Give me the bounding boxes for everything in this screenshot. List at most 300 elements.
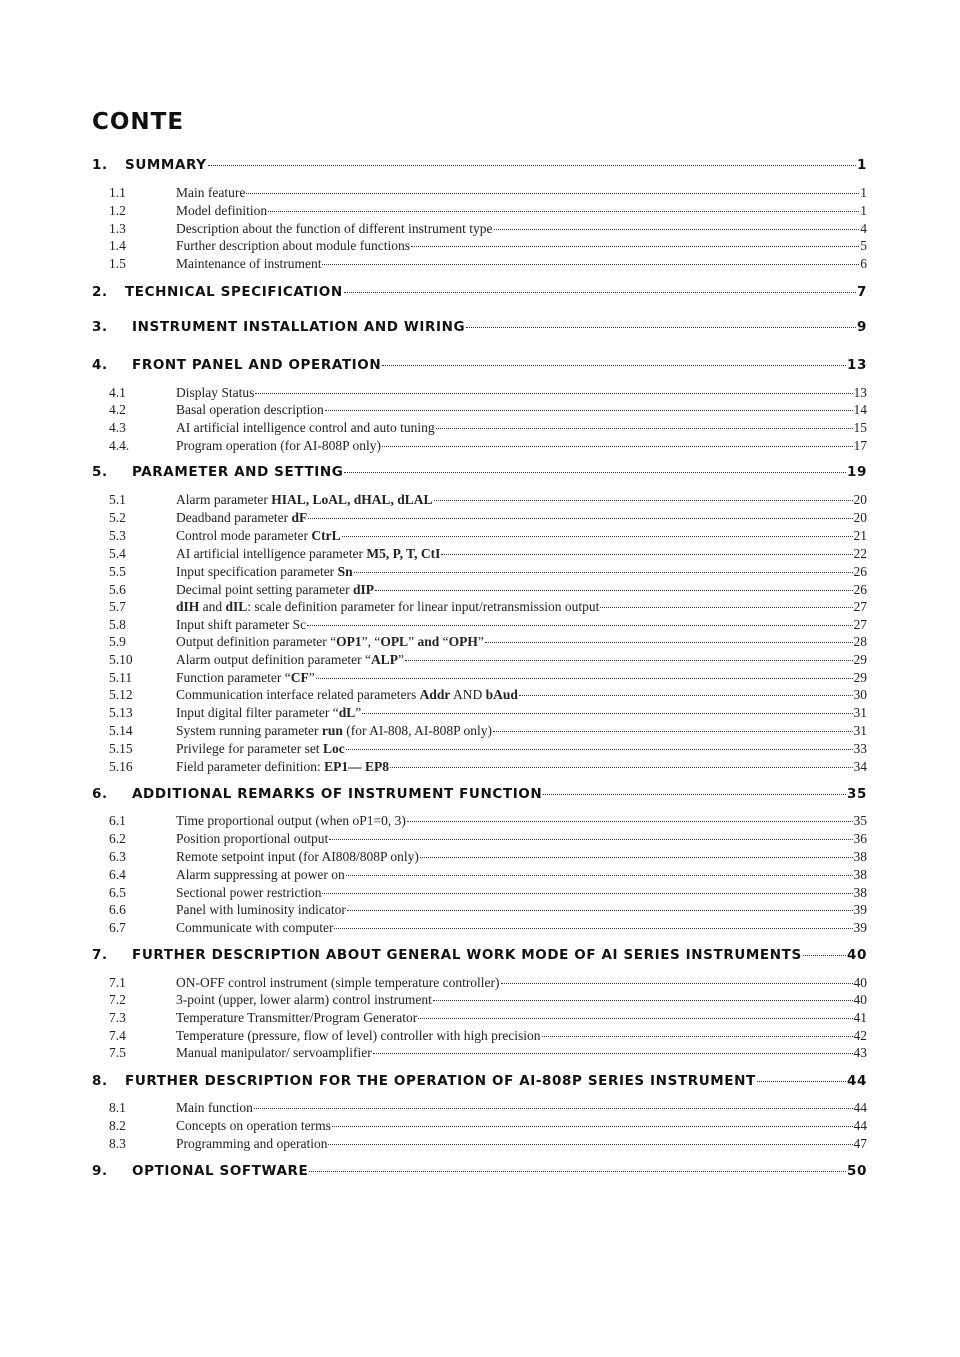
toc-dot-leader — [342, 536, 853, 537]
toc-page-number: 27 — [853, 599, 867, 614]
toc-title-text: Further description about module functions — [176, 238, 410, 253]
toc-entry-number: 5.4 — [109, 546, 126, 561]
toc-entry-title — [176, 203, 267, 219]
toc-title-text: “ — [439, 634, 449, 649]
toc-section-row[interactable] — [109, 1100, 867, 1116]
toc-section-row[interactable] — [109, 185, 867, 201]
toc-section-row[interactable] — [109, 687, 867, 703]
toc-dot-leader — [390, 767, 853, 768]
toc-entry-number: 4. — [92, 357, 108, 373]
toc-section-row[interactable] — [109, 992, 867, 1008]
toc-title-text: AI artificial intelligence parameter — [176, 546, 367, 561]
toc-dot-leader — [309, 1171, 846, 1172]
toc-section-row[interactable] — [109, 634, 867, 650]
toc-entry-number: 7.4 — [109, 1028, 126, 1043]
toc-parameter-name: dL — [338, 705, 356, 720]
toc-dot-leader — [362, 713, 852, 714]
toc-entry-number: 7.5 — [109, 1045, 126, 1060]
toc-title-text: Field parameter definition: — [176, 759, 325, 774]
toc-section-row[interactable] — [109, 705, 867, 721]
toc-page-number: 13 — [847, 357, 867, 373]
toc-entry-number: 6.6 — [109, 902, 126, 917]
toc-entry-title — [132, 357, 381, 373]
toc-title-text: Description about the function of different instrument type — [176, 221, 493, 236]
toc-dot-leader — [354, 572, 853, 573]
toc-title-text: (for AI-808, AI-808P only) — [342, 723, 492, 738]
toc-entry-title — [176, 1100, 253, 1116]
toc-entry-title — [176, 831, 328, 847]
toc-dot-leader — [433, 1000, 853, 1001]
toc-page-number: 38 — [853, 885, 867, 900]
toc-entry-number: 4.2 — [109, 402, 126, 417]
toc-title-text: Deadband parameter — [176, 510, 292, 525]
toc-page-number: 20 — [853, 492, 867, 507]
toc-page-number: 13 — [853, 385, 867, 400]
toc-entry-title — [125, 1073, 756, 1089]
toc-dot-leader — [600, 607, 852, 608]
toc-entry-number: 6.2 — [109, 831, 126, 846]
toc-section-row[interactable] — [109, 385, 867, 401]
toc-page-number: 7 — [857, 284, 867, 300]
toc-dot-leader — [382, 365, 846, 366]
toc-entry-title — [132, 786, 542, 802]
toc-page-number: 43 — [853, 1045, 867, 1060]
toc-entry-number: 1.2 — [109, 203, 126, 218]
toc-entry-title — [176, 705, 361, 721]
toc-page-number: 33 — [853, 741, 867, 756]
toc-dot-leader — [346, 749, 853, 750]
toc-page-number: 28 — [853, 634, 867, 649]
toc-page-number: 1 — [860, 203, 867, 218]
toc-dot-leader — [334, 928, 852, 929]
toc-section-row[interactable] — [109, 582, 867, 598]
toc-section-row[interactable] — [109, 723, 867, 739]
toc-entry-title — [176, 546, 440, 562]
toc-dot-leader — [420, 857, 853, 858]
toc-section-row[interactable] — [109, 238, 867, 254]
toc-title-text: FURTHER DESCRIPTION FOR THE OPERATION OF AI-808P SERIES INSTRUMENT — [125, 1073, 756, 1089]
toc-entry-number: 7.3 — [109, 1010, 126, 1025]
toc-title-text: OPTIONAL SOFTWARE — [132, 1163, 309, 1179]
toc-section-row[interactable] — [109, 652, 867, 668]
toc-section-row[interactable] — [109, 510, 867, 526]
toc-chapter-row[interactable] — [92, 464, 867, 480]
toc-chapter-row[interactable] — [92, 284, 867, 300]
toc-dot-leader — [322, 264, 859, 265]
toc-title-text: Program operation (for AI-808P only) — [176, 438, 381, 453]
toc-parameter-name: dIH — [176, 599, 200, 614]
toc-title-text: FRONT PANEL AND OPERATION — [132, 357, 382, 373]
toc-entry-title — [176, 759, 389, 775]
toc-entry-number: 5.5 — [109, 564, 126, 579]
toc-section-row[interactable] — [109, 599, 867, 615]
toc-title-text: TECHNICAL SPECIFICATION — [125, 284, 343, 300]
toc-entry-number: 5.1 — [109, 492, 126, 507]
toc-dot-leader — [246, 193, 859, 194]
toc-entry-title — [132, 947, 802, 963]
toc-entry-title — [125, 157, 207, 173]
toc-dot-leader — [466, 327, 856, 328]
toc-section-row[interactable] — [109, 546, 867, 562]
toc-entry-number: 6.1 — [109, 813, 126, 828]
toc-dot-leader — [519, 695, 853, 696]
toc-section-row[interactable] — [109, 920, 867, 936]
toc-parameter-name: dIP — [352, 582, 374, 597]
toc-page-number: 36 — [853, 831, 867, 846]
toc-page-number: 1 — [860, 185, 867, 200]
toc-dot-leader — [407, 821, 853, 822]
toc-title-text: Main feature — [176, 185, 246, 200]
toc-entry-title — [176, 420, 435, 436]
toc-parameter-name: CF — [290, 670, 309, 685]
toc-entry-number: 1. — [92, 157, 108, 173]
page-title: CONTE — [92, 109, 185, 135]
toc-entry-title — [176, 992, 432, 1008]
toc-dot-leader — [436, 428, 853, 429]
toc-parameter-name: Sn — [337, 564, 353, 579]
toc-title-text: Input digital filter parameter “ — [176, 705, 339, 720]
toc-entry-number: 6.5 — [109, 885, 126, 900]
toc-entry-number: 4.3 — [109, 420, 126, 435]
toc-dot-leader — [373, 1053, 853, 1054]
toc-entry-number: 7.2 — [109, 992, 126, 1007]
toc-page-number: 5 — [860, 238, 867, 253]
toc-section-row[interactable] — [109, 528, 867, 544]
toc-dot-leader — [382, 446, 853, 447]
toc-entry-title — [176, 723, 492, 739]
toc-entry-number: 1.4 — [109, 238, 126, 253]
toc-title-text: ” — [397, 652, 404, 667]
toc-title-text: 3-point (upper, lower alarm) control instrument — [176, 992, 432, 1007]
toc-parameter-name: HIAL, LoAL, dHAL, dLAL — [271, 492, 433, 507]
toc-parameter-name: M5, P, T, CtI — [366, 546, 441, 561]
toc-dot-leader — [803, 955, 846, 956]
toc-entry-title — [176, 582, 374, 598]
toc-section-row[interactable] — [109, 203, 867, 219]
toc-page-number: 20 — [853, 510, 867, 525]
toc-page-number: 42 — [853, 1028, 867, 1043]
toc-entry-title — [176, 885, 321, 901]
toc-title-text: Model definition — [176, 203, 268, 218]
toc-title-text: AI artificial intelligence control and auto tuning — [176, 420, 435, 435]
toc-page-number: 29 — [853, 670, 867, 685]
toc-title-text: ” — [355, 705, 362, 720]
toc-page-number: 9 — [857, 319, 867, 335]
toc-title-text: Basal operation description — [176, 402, 324, 417]
toc-page-number: 26 — [853, 582, 867, 597]
toc-dot-leader — [347, 910, 853, 911]
toc-dot-leader — [254, 1108, 853, 1109]
toc-section-row[interactable] — [109, 617, 867, 633]
toc-parameter-name: Addr — [419, 687, 451, 702]
toc-title-text: Main function — [176, 1100, 253, 1115]
toc-page-number: 47 — [853, 1136, 867, 1151]
toc-section-row[interactable] — [109, 831, 867, 847]
toc-title-text: Display Status — [176, 385, 255, 400]
toc-dot-leader — [411, 246, 859, 247]
toc-section-row[interactable] — [109, 564, 867, 580]
toc-entry-number: 5.8 — [109, 617, 126, 632]
toc-chapter-row[interactable] — [92, 947, 867, 963]
toc-parameter-name: Loc — [322, 741, 345, 756]
toc-entry-number: 6.3 — [109, 849, 126, 864]
toc-page-number: 44 — [853, 1100, 867, 1115]
toc-entry-title — [176, 741, 345, 757]
toc-entry-title — [176, 617, 306, 633]
toc-page-number: 35 — [853, 813, 867, 828]
toc-page-number: 6 — [860, 256, 867, 271]
toc-section-row[interactable] — [109, 670, 867, 686]
toc-title-text: PARAMETER AND SETTING — [132, 464, 344, 480]
toc-section-row[interactable] — [109, 1118, 867, 1134]
toc-title-text: Position proportional output — [176, 831, 329, 846]
toc-section-row[interactable] — [109, 759, 867, 775]
toc-section-row[interactable] — [109, 221, 867, 237]
toc-entry-number: 7.1 — [109, 975, 126, 990]
toc-section-row[interactable] — [109, 1028, 867, 1044]
toc-dot-leader — [543, 794, 846, 795]
toc-section-row[interactable] — [109, 849, 867, 865]
toc-parameter-name: OPL — [380, 634, 409, 649]
toc-title-text: AND — [450, 687, 486, 702]
toc-entry-number: 5.10 — [109, 652, 133, 667]
toc-page-number: 19 — [847, 464, 867, 480]
toc-title-text: Communicate with computer — [176, 920, 334, 935]
toc-entry-title — [176, 1010, 417, 1026]
toc-entry-number: 6. — [92, 786, 108, 802]
toc-entry-title — [132, 464, 343, 480]
toc-title-text: ON-OFF control instrument (simple temperature controller) — [176, 975, 500, 990]
toc-chapter-row[interactable] — [92, 319, 867, 335]
toc-title-text: Function parameter “ — [176, 670, 291, 685]
toc-section-row[interactable] — [109, 438, 867, 454]
toc-entry-number: 7. — [92, 947, 108, 963]
toc-section-row[interactable] — [109, 1045, 867, 1061]
toc-entry-title — [176, 528, 341, 544]
toc-entry-title — [176, 402, 324, 418]
toc-title-text: Time proportional output (when oP1=0, 3) — [176, 813, 406, 828]
toc-page-number: 44 — [847, 1073, 867, 1089]
toc-title-text: Input shift parameter Sc — [176, 617, 307, 632]
toc-title-text: Decimal point setting parameter — [176, 582, 353, 597]
toc-title-text: ” — [477, 634, 484, 649]
toc-entry-title — [176, 1028, 541, 1044]
toc-entry-number: 5.13 — [109, 705, 133, 720]
toc-section-row[interactable] — [109, 902, 867, 918]
toc-title-text: Sectional power restriction — [176, 885, 322, 900]
toc-title-text: Control mode parameter — [176, 528, 312, 543]
toc-dot-leader — [344, 472, 846, 473]
toc-entry-number: 1.3 — [109, 221, 126, 236]
toc-entry-title — [176, 385, 254, 401]
toc-dot-leader — [307, 625, 852, 626]
toc-entry-number: 5.16 — [109, 759, 133, 774]
toc-entry-number: 5.9 — [109, 634, 126, 649]
toc-dot-leader — [485, 642, 853, 643]
toc-page-number: 4 — [860, 221, 867, 236]
toc-entry-number: 9. — [92, 1163, 108, 1179]
toc-entry-title — [176, 256, 321, 272]
toc-dot-leader — [328, 1144, 852, 1145]
toc-entry-title — [176, 510, 307, 526]
toc-parameter-name: ALP — [370, 652, 398, 667]
toc-entry-title — [176, 902, 346, 918]
toc-dot-leader — [344, 292, 856, 293]
toc-page-number: 40 — [853, 975, 867, 990]
toc-section-row[interactable] — [109, 975, 867, 991]
toc-section-row[interactable] — [109, 867, 867, 883]
toc-title-text: and — [199, 599, 226, 614]
toc-parameter-name: EP1— EP8 — [324, 759, 389, 774]
toc-dot-leader — [375, 590, 853, 591]
toc-chapter-row[interactable] — [92, 1073, 867, 1089]
toc-chapter-row[interactable] — [92, 1163, 867, 1179]
toc-entry-number: 4.1 — [109, 385, 126, 400]
toc-title-text: Remote setpoint input (for AI808/808P only) — [176, 849, 419, 864]
toc-entry-title — [125, 284, 343, 300]
toc-entry-title — [176, 1136, 327, 1152]
toc-title-text: Privilege for parameter set — [176, 741, 323, 756]
toc-entry-title — [176, 687, 518, 703]
toc-page-number: 50 — [847, 1163, 867, 1179]
toc-chapter-row[interactable] — [92, 786, 867, 802]
toc-dot-leader — [434, 500, 853, 501]
toc-dot-leader — [493, 731, 853, 732]
toc-dot-leader — [268, 211, 859, 212]
toc-parameter-name: and — [417, 634, 440, 649]
toc-dot-leader — [346, 875, 853, 876]
toc-entry-title — [176, 867, 345, 883]
toc-dot-leader — [757, 1081, 846, 1082]
toc-title-text: ” — [408, 634, 418, 649]
toc-entry-number: 3. — [92, 319, 108, 335]
toc-entry-number: 8.1 — [109, 1100, 126, 1115]
toc-title-text: Alarm suppressing at power on — [176, 867, 345, 882]
toc-page-number: 21 — [853, 528, 867, 543]
toc-dot-leader — [322, 893, 852, 894]
toc-entry-title — [176, 652, 404, 668]
toc-entry-number: 4.4. — [109, 438, 130, 453]
toc-title-text: Panel with luminosity indicator — [176, 902, 346, 917]
toc-title-text: System running parameter — [176, 723, 322, 738]
toc-page-number: 39 — [853, 920, 867, 935]
toc-page-number: 40 — [853, 992, 867, 1007]
toc-section-row[interactable] — [109, 741, 867, 757]
toc-entry-number: 6.7 — [109, 920, 126, 935]
toc-title-text: Maintenance of instrument — [176, 256, 322, 271]
toc-title-text: Input specification parameter — [176, 564, 338, 579]
toc-parameter-name: OP1 — [336, 634, 362, 649]
toc-chapter-row[interactable] — [92, 157, 867, 173]
toc-section-row[interactable] — [109, 813, 867, 829]
toc-page-number: 27 — [853, 617, 867, 632]
toc-entry-title — [176, 1045, 372, 1061]
toc-entry-title — [176, 975, 500, 991]
toc-entry-number: 1.1 — [109, 185, 126, 200]
toc-page-number: 22 — [853, 546, 867, 561]
toc-entry-title — [176, 238, 410, 254]
toc-title-text: Temperature (pressure, flow of level) controller with high precision — [176, 1028, 541, 1043]
toc-entry-number: 5.6 — [109, 582, 126, 597]
toc-entry-number: 1.5 — [109, 256, 126, 271]
toc-title-text: Communication interface related parameters — [176, 687, 420, 702]
toc-page-number: 31 — [853, 723, 867, 738]
toc-entry-number: 5.15 — [109, 741, 133, 756]
toc-section-row[interactable] — [109, 1010, 867, 1026]
toc-dot-leader — [325, 410, 853, 411]
toc-parameter-name: bAud — [485, 687, 518, 702]
toc-parameter-name: run — [321, 723, 343, 738]
toc-entry-number: 5. — [92, 464, 108, 480]
toc-entry-number: 5.7 — [109, 599, 126, 614]
toc-parameter-name: dF — [291, 510, 308, 525]
toc-entry-title — [176, 1118, 331, 1134]
toc-dot-leader — [329, 839, 852, 840]
toc-entry-number: 6.4 — [109, 867, 126, 882]
toc-dot-leader — [441, 554, 852, 555]
toc-entry-number: 5.3 — [109, 528, 126, 543]
toc-parameter-name: dIL — [225, 599, 248, 614]
toc-title-text: Output definition parameter “ — [176, 634, 337, 649]
toc-title-text: FURTHER DESCRIPTION ABOUT GENERAL WORK MODE OF AI SERIES INSTRUMENTS — [132, 947, 802, 963]
toc-entry-title — [176, 920, 333, 936]
toc-section-row[interactable] — [109, 256, 867, 272]
toc-page-number: 39 — [853, 902, 867, 917]
toc-dot-leader — [418, 1018, 852, 1019]
toc-entry-number: 8.3 — [109, 1136, 126, 1151]
toc-entry-number: 5.12 — [109, 687, 133, 702]
toc-page-number: 14 — [853, 402, 867, 417]
toc-entry-number: 5.14 — [109, 723, 133, 738]
toc-entry-number: 5.2 — [109, 510, 126, 525]
toc-entry-title — [176, 599, 599, 615]
toc-chapter-row[interactable] — [92, 357, 867, 373]
toc-title-text: Concepts on operation terms — [176, 1118, 331, 1133]
toc-title-text: INSTRUMENT INSTALLATION AND WIRING — [132, 319, 466, 335]
toc-dot-leader — [208, 165, 856, 166]
toc-section-row[interactable] — [109, 492, 867, 508]
toc-entry-title — [176, 670, 315, 686]
toc-title-text: ” — [308, 670, 315, 685]
toc-title-text: ”, “ — [361, 634, 381, 649]
toc-title-text: Manual manipulator/ servoamplifier — [176, 1045, 372, 1060]
toc-title-text: : scale definition parameter for linear input/retransmission output — [247, 599, 600, 614]
toc-section-row[interactable] — [109, 420, 867, 436]
toc-entry-title — [176, 492, 433, 508]
toc-section-row[interactable] — [109, 402, 867, 418]
toc-page-number: 15 — [853, 420, 867, 435]
toc-entry-title — [176, 849, 419, 865]
toc-entry-title — [176, 185, 245, 201]
toc-section-row[interactable] — [109, 1136, 867, 1152]
toc-entry-number: 2. — [92, 284, 108, 300]
toc-title-text: Alarm parameter — [176, 492, 272, 507]
toc-entry-title — [176, 221, 493, 237]
toc-title-text: Temperature Transmitter/Program Generator — [176, 1010, 418, 1025]
toc-dot-leader — [316, 678, 853, 679]
toc-dot-leader — [332, 1126, 853, 1127]
toc-entry-number: 8.2 — [109, 1118, 126, 1133]
toc-page-number: 34 — [853, 759, 867, 774]
toc-page-number: 17 — [853, 438, 867, 453]
toc-entry-title — [176, 438, 381, 454]
toc-page-number: 30 — [853, 687, 867, 702]
toc-entry-title — [132, 319, 465, 335]
toc-section-row[interactable] — [109, 885, 867, 901]
toc-dot-leader — [255, 393, 852, 394]
toc-entry-number: 8. — [92, 1073, 108, 1089]
toc-page-number: 35 — [847, 786, 867, 802]
